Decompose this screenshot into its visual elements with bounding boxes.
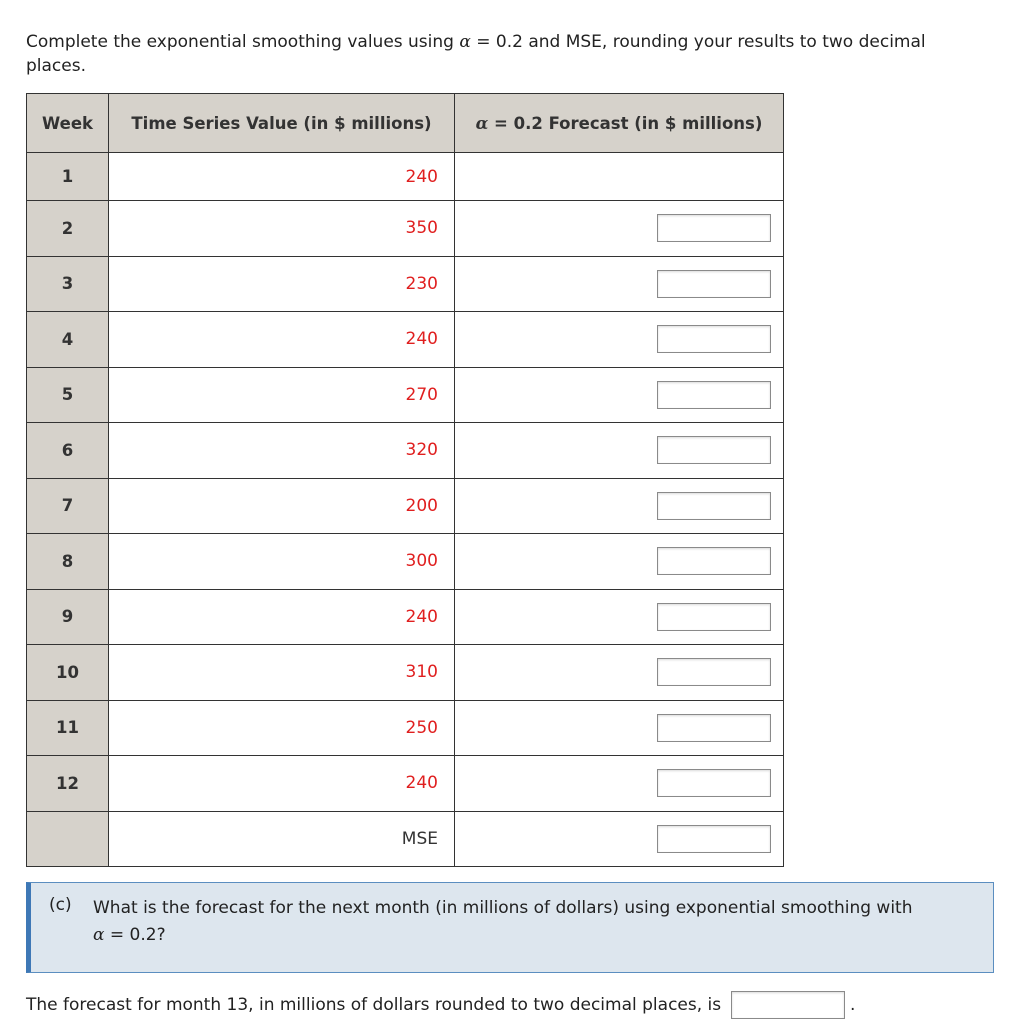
week-cell: 8 xyxy=(27,534,109,590)
table-row xyxy=(27,756,784,812)
table-row xyxy=(27,700,784,756)
value-cell: 240 xyxy=(109,312,455,368)
week-cell: 10 xyxy=(27,645,109,701)
final-period: . xyxy=(849,995,856,1015)
table-row xyxy=(27,534,784,590)
mse-label: MSE xyxy=(109,811,455,867)
value-cell: 270 xyxy=(109,367,455,423)
value-cell: 250 xyxy=(109,700,455,756)
week-cell: 7 xyxy=(27,478,109,534)
week-cell: 5 xyxy=(27,367,109,423)
table-row xyxy=(27,256,784,312)
table-row xyxy=(27,478,784,534)
value-cell: 320 xyxy=(109,423,455,479)
instructions-text-end: = 0.2 and MSE, rounding your results to two decimal places. xyxy=(26,32,926,76)
value-cell: 310 xyxy=(109,645,455,701)
table-row xyxy=(27,201,784,257)
instructions-text-start: Complete the exponential smoothing values using xyxy=(26,32,460,52)
week-cell: 3 xyxy=(27,256,109,312)
instructions xyxy=(26,30,966,78)
forecast-input-week-4[interactable] xyxy=(657,325,771,353)
forecast-input-week-3[interactable] xyxy=(657,270,771,298)
value-cell: 200 xyxy=(109,478,455,534)
value-cell: 240 xyxy=(109,756,455,812)
part-c-question-text: What is the forecast for the next month (in millions of dollars) using exponential smoothing with xyxy=(93,898,913,918)
week-cell: 11 xyxy=(27,700,109,756)
forecast-input-week-11[interactable] xyxy=(657,714,771,742)
forecast-column-header xyxy=(455,94,784,153)
forecast-input-week-6[interactable] xyxy=(657,436,771,464)
smoothing-table xyxy=(26,93,784,867)
value-cell: 240 xyxy=(109,153,455,201)
part-c-panel xyxy=(26,882,994,973)
forecast-input-week-7[interactable] xyxy=(657,492,771,520)
table-row xyxy=(27,367,784,423)
value-column-header: Time Series Value (in $ millions) xyxy=(109,94,455,153)
mse-week-cell-empty xyxy=(27,811,109,867)
table-row xyxy=(27,153,784,201)
forecast-input-week-10[interactable] xyxy=(657,658,771,686)
week-cell: 12 xyxy=(27,756,109,812)
week-column-header: Week xyxy=(27,94,109,153)
table-row xyxy=(27,645,784,701)
value-cell: 350 xyxy=(109,201,455,257)
forecast-column-header-text: = 0.2 Forecast (in $ millions) xyxy=(488,113,763,133)
mse-input[interactable] xyxy=(657,825,771,853)
value-cell: 300 xyxy=(109,534,455,590)
week-cell: 1 xyxy=(27,153,109,201)
table-row xyxy=(27,589,784,645)
month-13-forecast-input[interactable] xyxy=(731,991,845,1019)
final-answer-line xyxy=(26,990,855,1020)
alpha-symbol: α xyxy=(459,32,471,52)
forecast-input-week-2[interactable] xyxy=(657,214,771,242)
forecast-input-week-9[interactable] xyxy=(657,603,771,631)
part-c-question xyxy=(93,895,973,949)
week-cell: 9 xyxy=(27,589,109,645)
part-c-label: (c) xyxy=(49,895,72,915)
forecast-input-week-12[interactable] xyxy=(657,769,771,797)
forecast-cell-empty xyxy=(455,153,784,201)
alpha-symbol: α xyxy=(93,925,105,945)
value-cell: 230 xyxy=(109,256,455,312)
week-cell: 6 xyxy=(27,423,109,479)
forecast-input-week-8[interactable] xyxy=(657,547,771,575)
forecast-input-week-5[interactable] xyxy=(657,381,771,409)
final-answer-text: The forecast for month 13, in millions of dollars rounded to two decimal places, is xyxy=(26,995,722,1015)
week-cell: 2 xyxy=(27,201,109,257)
alpha-symbol: α xyxy=(475,113,489,133)
table-row xyxy=(27,312,784,368)
value-cell: 240 xyxy=(109,589,455,645)
week-cell: 4 xyxy=(27,312,109,368)
part-c-question-tail: = 0.2? xyxy=(104,925,166,945)
table-row xyxy=(27,423,784,479)
mse-row xyxy=(27,811,784,867)
